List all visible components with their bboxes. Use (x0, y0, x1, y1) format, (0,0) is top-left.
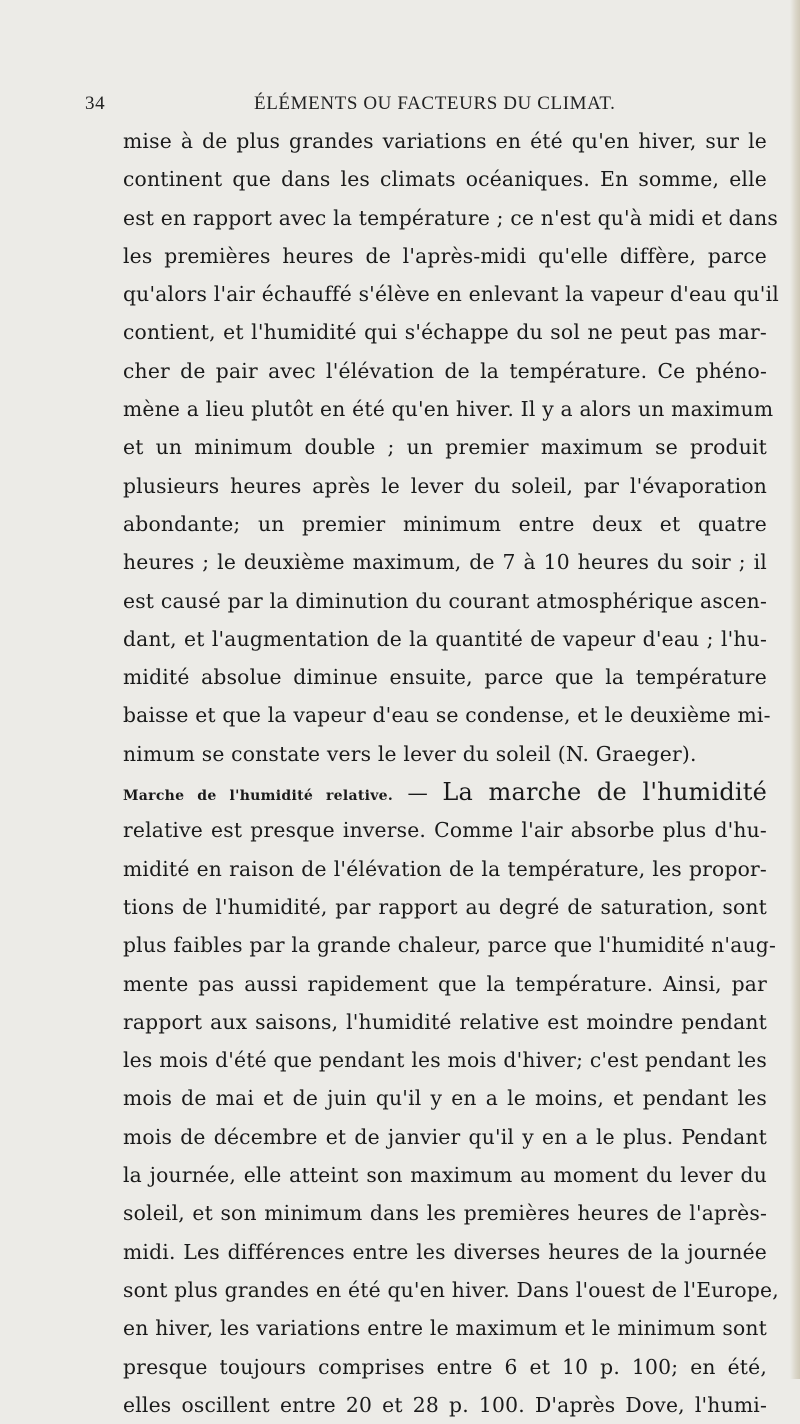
section-heading: Marche de l'humidité relative. (123, 788, 394, 805)
text-line: est causé par la diminution du courant atmosphérique ascen- (123, 588, 767, 613)
text-line: mente pas aussi rapidement que la température. Ainsi, par (123, 971, 767, 996)
text-line: midité absolue diminue ensuite, parce que la température (123, 665, 767, 690)
text-line: dant, et l'augmentation de la quantité de vapeur d'eau ; l'hu- (123, 626, 767, 651)
text-line: rapport aux saisons, l'humidité relative est moindre pendant (123, 1009, 767, 1034)
running-title: ÉLÉMENTS OU FACTEURS DU CLIMAT. (254, 93, 616, 114)
text-line: contient, et l'humidité qui s'échappe du sol ne peut pas mar- (123, 320, 767, 345)
text-line: nimum se constate vers le lever du soleil (N. Graeger). (123, 741, 697, 766)
text-line: plus faibles par la grande chaleur, parce que l'humidité n'aug- (123, 933, 776, 958)
running-head (85, 93, 735, 115)
text-line: sont plus grandes en été qu'en hiver. Dans l'ouest de l'Europe, (123, 1277, 779, 1302)
text-line: mise à de plus grandes variations en été qu'en hiver, sur le (123, 129, 767, 153)
text-line: mois de décembre et de janvier qu'il y en a le plus. Pendant (123, 1124, 767, 1149)
text-line: midité en raison de l'élévation de la température, les propor- (123, 856, 767, 881)
text-line: elles oscillent entre 20 et 28 p. 100. D'après Dove, l'humi- (123, 1392, 767, 1417)
text-line: plusieurs heures après le lever du soleil, par l'évaporation (123, 473, 767, 498)
text-line: heures ; le deuxième maximum, de 7 à 10 heures du soir ; il (123, 550, 767, 575)
text-line: soleil, et son minimum dans les premières heures de l'après- (123, 1201, 767, 1226)
text-line: les mois d'été que pendant les mois d'hiver; c'est pendant les (123, 1048, 767, 1073)
text-line: en hiver, les variations entre le maximum et le minimum sont (123, 1316, 767, 1341)
text-line: cher de pair avec l'élévation de la température. Ce phéno- (123, 358, 767, 383)
text-line: est en rapport avec la température ; ce n'est qu'à midi et dans (123, 205, 778, 230)
text-line: continent que dans les climats océaniques. En somme, elle (123, 167, 767, 192)
page-number: 34 (85, 93, 106, 114)
text-line: baisse et que la vapeur d'eau se condense, et le deuxième mi- (123, 703, 771, 728)
body-text (123, 122, 779, 1424)
text-line: tions de l'humidité, par rapport au degré de saturation, sont (123, 894, 767, 919)
section-heading-line (123, 773, 767, 811)
heading-dash: — (393, 781, 443, 806)
text-line: relative est presque inverse. Comme l'air absorbe plus d'hu- (123, 818, 767, 843)
text-line: mois de mai et de juin qu'il y en a le moins, et pendant les (123, 1086, 767, 1111)
text-line: midi. Les différences entre les diverses heures de la journée (123, 1239, 767, 1264)
page-edge (790, 0, 800, 1379)
heading-line-text: La marche de l'humidité (442, 778, 768, 807)
text-line: et un minimum double ; un premier maximum se produit (123, 435, 767, 460)
text-line: mène a lieu plutôt en été qu'en hiver. Il y a alors un maximum (123, 397, 774, 422)
text-line: presque toujours comprises entre 6 et 10 p. 100; en été, (123, 1354, 767, 1379)
text-line: qu'alors l'air échauffé s'élève en enlevant la vapeur d'eau qu'il (123, 282, 779, 307)
text-line: abondante; un premier minimum entre deux et quatre (123, 511, 767, 536)
text-line: les premières heures de l'après-midi qu'elle diffère, parce (123, 243, 767, 268)
text-line: la journée, elle atteint son maximum au moment du lever du (123, 1163, 767, 1188)
